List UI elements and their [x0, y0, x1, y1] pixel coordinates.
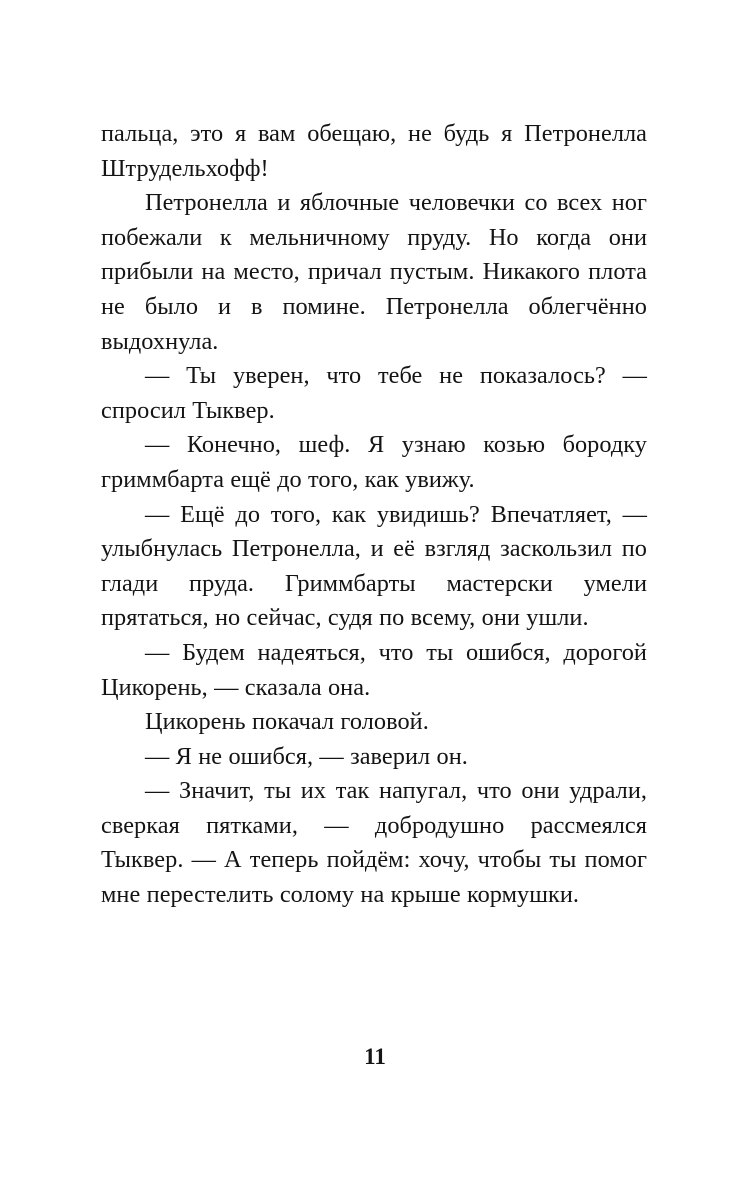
- paragraph: — Ты уверен, что тебе не показалось? — спросил Тыквер.: [101, 362, 647, 424]
- page-number: 11: [364, 1044, 386, 1069]
- paragraph: — Я не ошибся, — заверил он.: [145, 742, 468, 770]
- paragraph: Петронелла и яблочные человечки со всех ног побежали к мельничному пруду. Но когда они прибыли на место, причал пустым. Никакого плота не было и в помине. Петронелла облегчённо выдохнула.: [101, 189, 647, 355]
- page-text-body: [101, 117, 647, 913]
- paragraph: — Будем надеяться, что ты ошибся, дорогой Цикорень, — сказала она.: [101, 638, 647, 701]
- paragraph: пальца, это я вам обещаю, не будь я Петронелла Штрудельхофф!: [101, 120, 647, 182]
- paragraph: — Ещё до того, как увидишь? Впечатляет, — улыбнулась Петронелла, и её взгляд заскользил по глади пруда. Гриммбарты мастерски умели прятаться, но сейчас, судя по всему, они ушли.: [101, 500, 647, 632]
- paragraph: — Конечно, шеф. Я узнаю козью бородку гриммбарта ещё до того, как увижу.: [101, 431, 647, 493]
- paragraph: — Значит, ты их так напугал, что они удрали, сверкая пятками, — добродушно рассмеялся Тыквер. — А теперь пойдём: хочу, чтобы ты помог мне перестелить солому на крыше кормушки.: [101, 777, 647, 909]
- paragraph: Цикорень покачал головой.: [145, 708, 429, 736]
